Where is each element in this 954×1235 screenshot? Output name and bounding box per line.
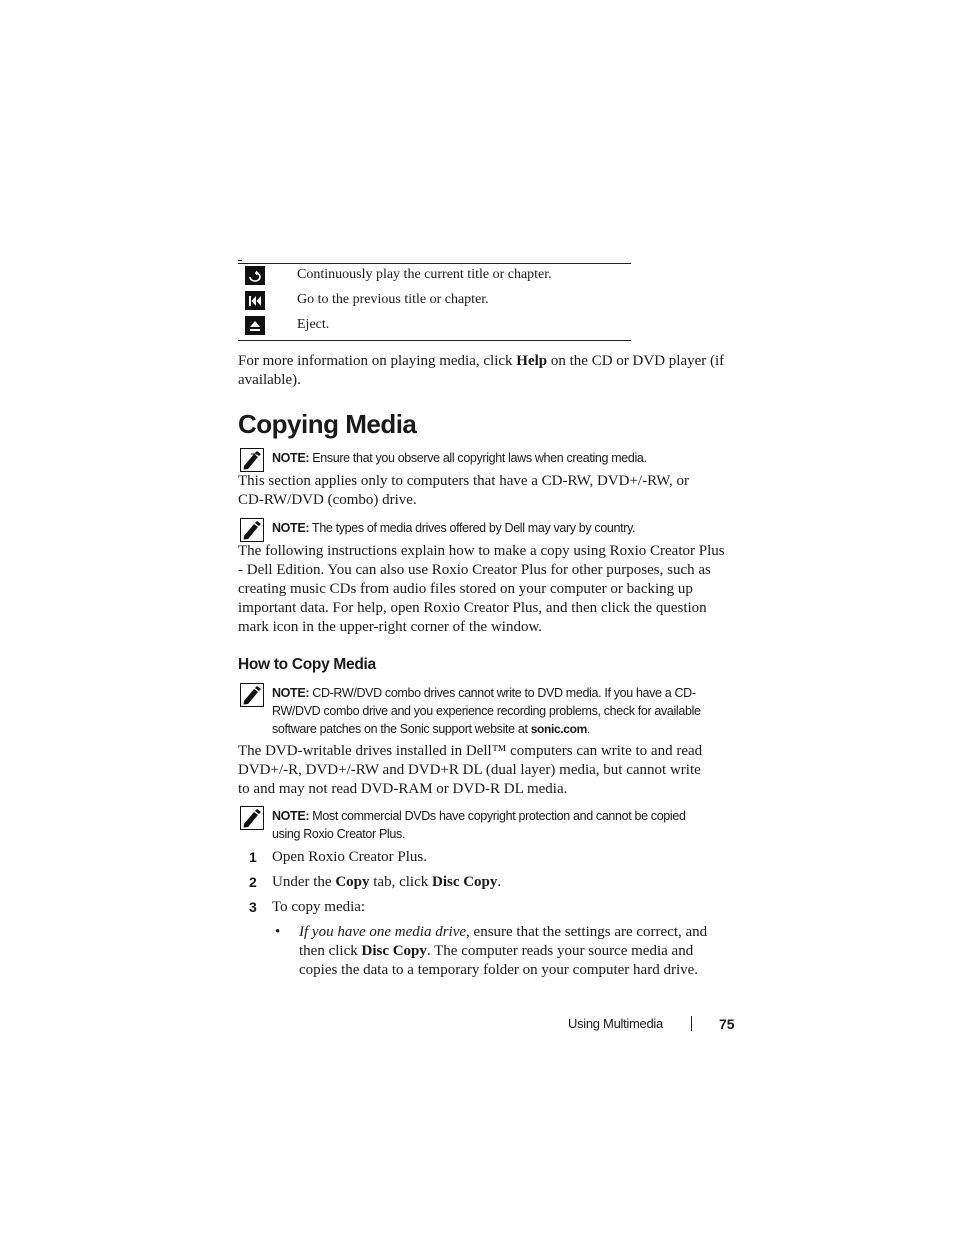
note-label: NOTE: — [272, 451, 310, 465]
table-cell-description: Go to the previous title or chapter. — [297, 292, 489, 307]
repeat-icon — [245, 266, 265, 285]
sonic-link[interactable]: sonic.com — [530, 722, 587, 736]
text: The types of media drives offered by Dell may vary by country. — [309, 521, 636, 535]
dvd-writable-paragraph — [238, 742, 702, 799]
text: Ensure that you observe all copyright laws when creating media. — [309, 451, 647, 465]
note-label: NOTE: — [272, 809, 310, 823]
text: Under the — [272, 874, 336, 890]
text: , ensure that the settings are correct, and — [466, 924, 708, 940]
bullet-mark: • — [275, 924, 281, 940]
step-2-text — [272, 873, 501, 892]
text: The following instructions explain how to make a copy using Roxio Creator Plus — [238, 543, 725, 559]
applicability-paragraph — [238, 472, 689, 510]
text: . — [586, 722, 591, 736]
text: Most commercial DVDs have copyright protection and cannot be copied — [309, 809, 686, 823]
text: to and may not read DVD-RAM or DVD-R DL media. — [238, 781, 568, 797]
note-copyright — [272, 449, 742, 467]
section-title: Copying Media — [238, 409, 417, 439]
table-row — [238, 264, 631, 289]
help-term: Help — [516, 353, 548, 369]
table-top-mark — [238, 260, 242, 261]
text: then click — [299, 943, 362, 959]
step-number: 3 — [249, 899, 257, 915]
text: RW/DVD combo drive and you experience recording problems, check for available — [272, 704, 701, 718]
step-3-text: To copy media: — [272, 899, 366, 915]
table-cell-description: Continuously play the current title or chapter. — [297, 267, 552, 282]
text: important data. For help, open Roxio Creator Plus, and then click the question — [238, 600, 707, 616]
table-row — [238, 314, 631, 339]
text: . — [497, 874, 502, 890]
subsection-title: How to Copy Media — [238, 656, 376, 673]
table-row — [238, 289, 631, 314]
text: copies the data to a temporary folder on your computer hard drive. — [299, 962, 699, 978]
text: The DVD-writable drives installed in Dell™ computers can write to and read — [238, 743, 703, 759]
text: CD-RW/DVD combo drives cannot write to DVD media. If you have a CD- — [309, 686, 696, 700]
eject-icon — [245, 316, 265, 335]
text: . The computer reads your source media and — [426, 943, 694, 959]
table-cell-description: Eject. — [297, 317, 330, 332]
text: tab, click — [369, 874, 432, 890]
disc-copy-term: Disc Copy — [431, 874, 498, 890]
text: This section applies only to computers that have a CD-RW, DVD+/-RW, or — [238, 473, 690, 489]
text: - Dell Edition. You can also use Roxio Creator Plus for other purposes, such as — [238, 562, 711, 578]
note-combo-drives — [272, 684, 742, 738]
footer-divider — [691, 1016, 692, 1031]
page-number: 75 — [719, 1016, 735, 1032]
note-label: NOTE: — [272, 686, 310, 700]
player-controls-table — [238, 263, 631, 341]
text: on the CD or DVD player (if — [547, 353, 725, 369]
intro-paragraph — [238, 352, 724, 390]
note-drive-types — [272, 519, 742, 537]
copy-tab-term: Copy — [335, 874, 370, 890]
disc-copy-term: Disc Copy — [361, 943, 427, 959]
bullet-text — [299, 923, 707, 980]
note-pencil-icon — [240, 683, 264, 707]
one-drive-condition: If you have one media drive — [299, 924, 467, 940]
note-label: NOTE: — [272, 521, 310, 535]
text: available). — [238, 372, 301, 388]
step-1-text: Open Roxio Creator Plus. — [272, 849, 427, 865]
text: creating music CDs from audio files stored on your computer or backing up — [238, 581, 693, 597]
previous-chapter-icon — [245, 291, 265, 310]
note-pencil-icon — [240, 518, 264, 542]
text: using Roxio Creator Plus. — [272, 827, 405, 841]
instructions-paragraph — [238, 542, 725, 637]
text: DVD+/-R, DVD+/-RW and DVD+R DL (dual layer) media, but cannot write — [238, 762, 701, 778]
text: software patches on the Sonic support website at — [272, 722, 531, 736]
note-pencil-icon — [240, 448, 264, 472]
note-copy-protection — [272, 807, 742, 843]
note-pencil-icon — [240, 806, 264, 830]
step-number: 1 — [249, 849, 257, 865]
text: mark icon in the upper-right corner of the window. — [238, 619, 543, 635]
footer-section-name: Using Multimedia — [568, 1016, 663, 1031]
text: CD-RW/DVD (combo) drive. — [238, 492, 417, 508]
step-number: 2 — [249, 874, 257, 890]
text: For more information on playing media, click — [238, 353, 517, 369]
